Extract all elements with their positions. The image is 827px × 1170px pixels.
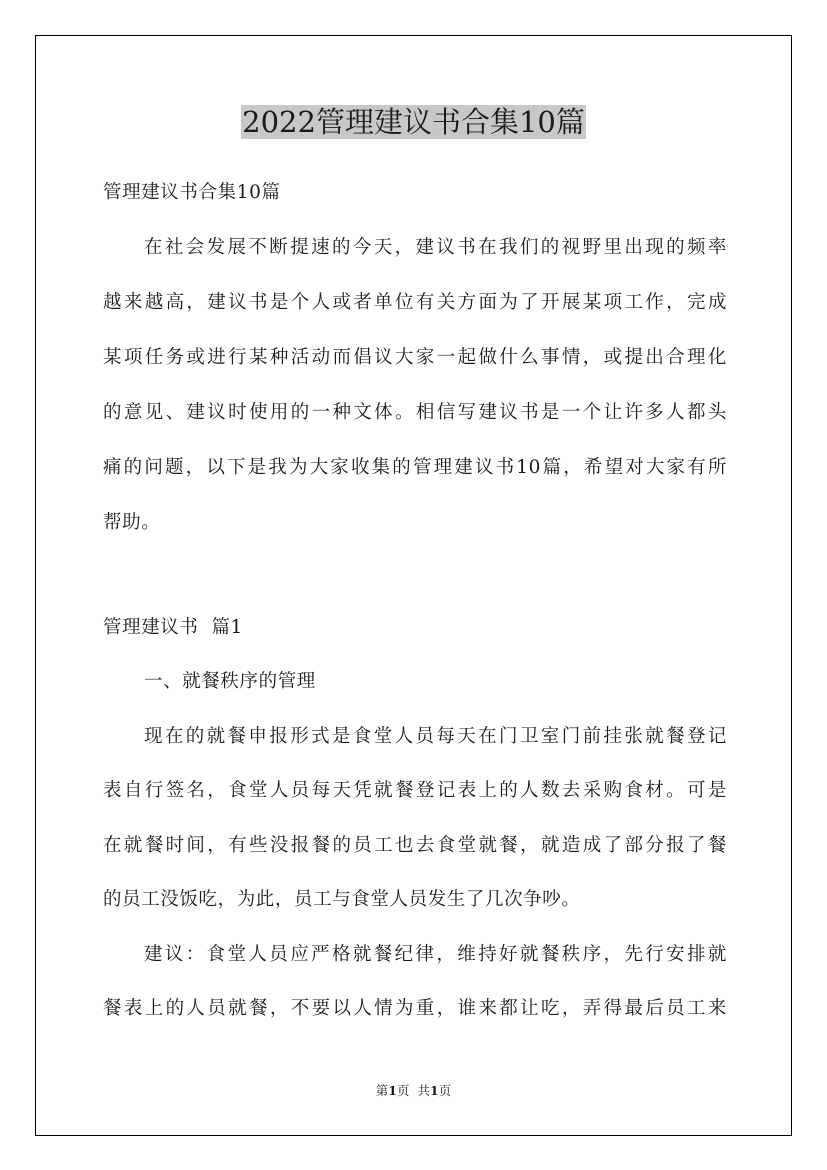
footer-total-unit: 页 xyxy=(438,1083,452,1098)
footer-total-label: 共 xyxy=(417,1083,430,1098)
document-subtitle: 管理建议书合集10篇 xyxy=(103,182,281,203)
footer-page-unit: 页 xyxy=(397,1083,410,1098)
intro-line: 帮助。 xyxy=(103,512,161,533)
footer-page-label: 第 xyxy=(375,1083,389,1098)
document-title-text: 2022管理建议书合集10篇 xyxy=(242,105,585,139)
intro-line: 某项任务或进行某种活动而倡议大家一起做什么事情，或提出合理化 xyxy=(103,347,727,368)
intro-line: 痛的问题，以下是我为大家收集的管理建议书10篇，希望对大家有所 xyxy=(103,457,727,478)
paragraph-line: 的员工没饭吃，为此，员工与食堂人员发生了几次争吵。 xyxy=(103,889,581,910)
paragraph-line: 建议：食堂人员应严格就餐纪律，维持好就餐秩序，先行安排就 xyxy=(144,944,727,965)
footer-total-number: 1 xyxy=(429,1083,439,1098)
subheading: 一、就餐秩序的管理 xyxy=(144,671,316,692)
page-footer xyxy=(0,1082,827,1100)
section-heading: 管理建议书 篇1 xyxy=(103,617,243,638)
paragraph-line: 表自行签名，食堂人员每天凭就餐登记表上的人数去采购食材。可是 xyxy=(103,780,727,801)
intro-line: 在社会发展不断提速的今天，建议书在我们的视野里出现的频率 xyxy=(144,237,727,258)
intro-line: 越来越高，建议书是个人或者单位有关方面为了开展某项工作，完成 xyxy=(103,292,727,313)
footer-page-number: 1 xyxy=(388,1083,397,1098)
document-title xyxy=(0,100,827,144)
paragraph-line: 在就餐时间，有些没报餐的员工也去食堂就餐，就造成了部分报了餐 xyxy=(103,835,727,856)
paragraph-line: 餐表上的人员就餐，不要以人情为重，谁来都让吃，弄得最后员工来 xyxy=(103,998,727,1019)
intro-line: 的意见、建议时使用的一种文体。相信写建议书是一个让许多人都头 xyxy=(103,402,727,423)
paragraph-line: 现在的就餐申报形式是食堂人员每天在门卫室门前挂张就餐登记 xyxy=(144,726,727,747)
